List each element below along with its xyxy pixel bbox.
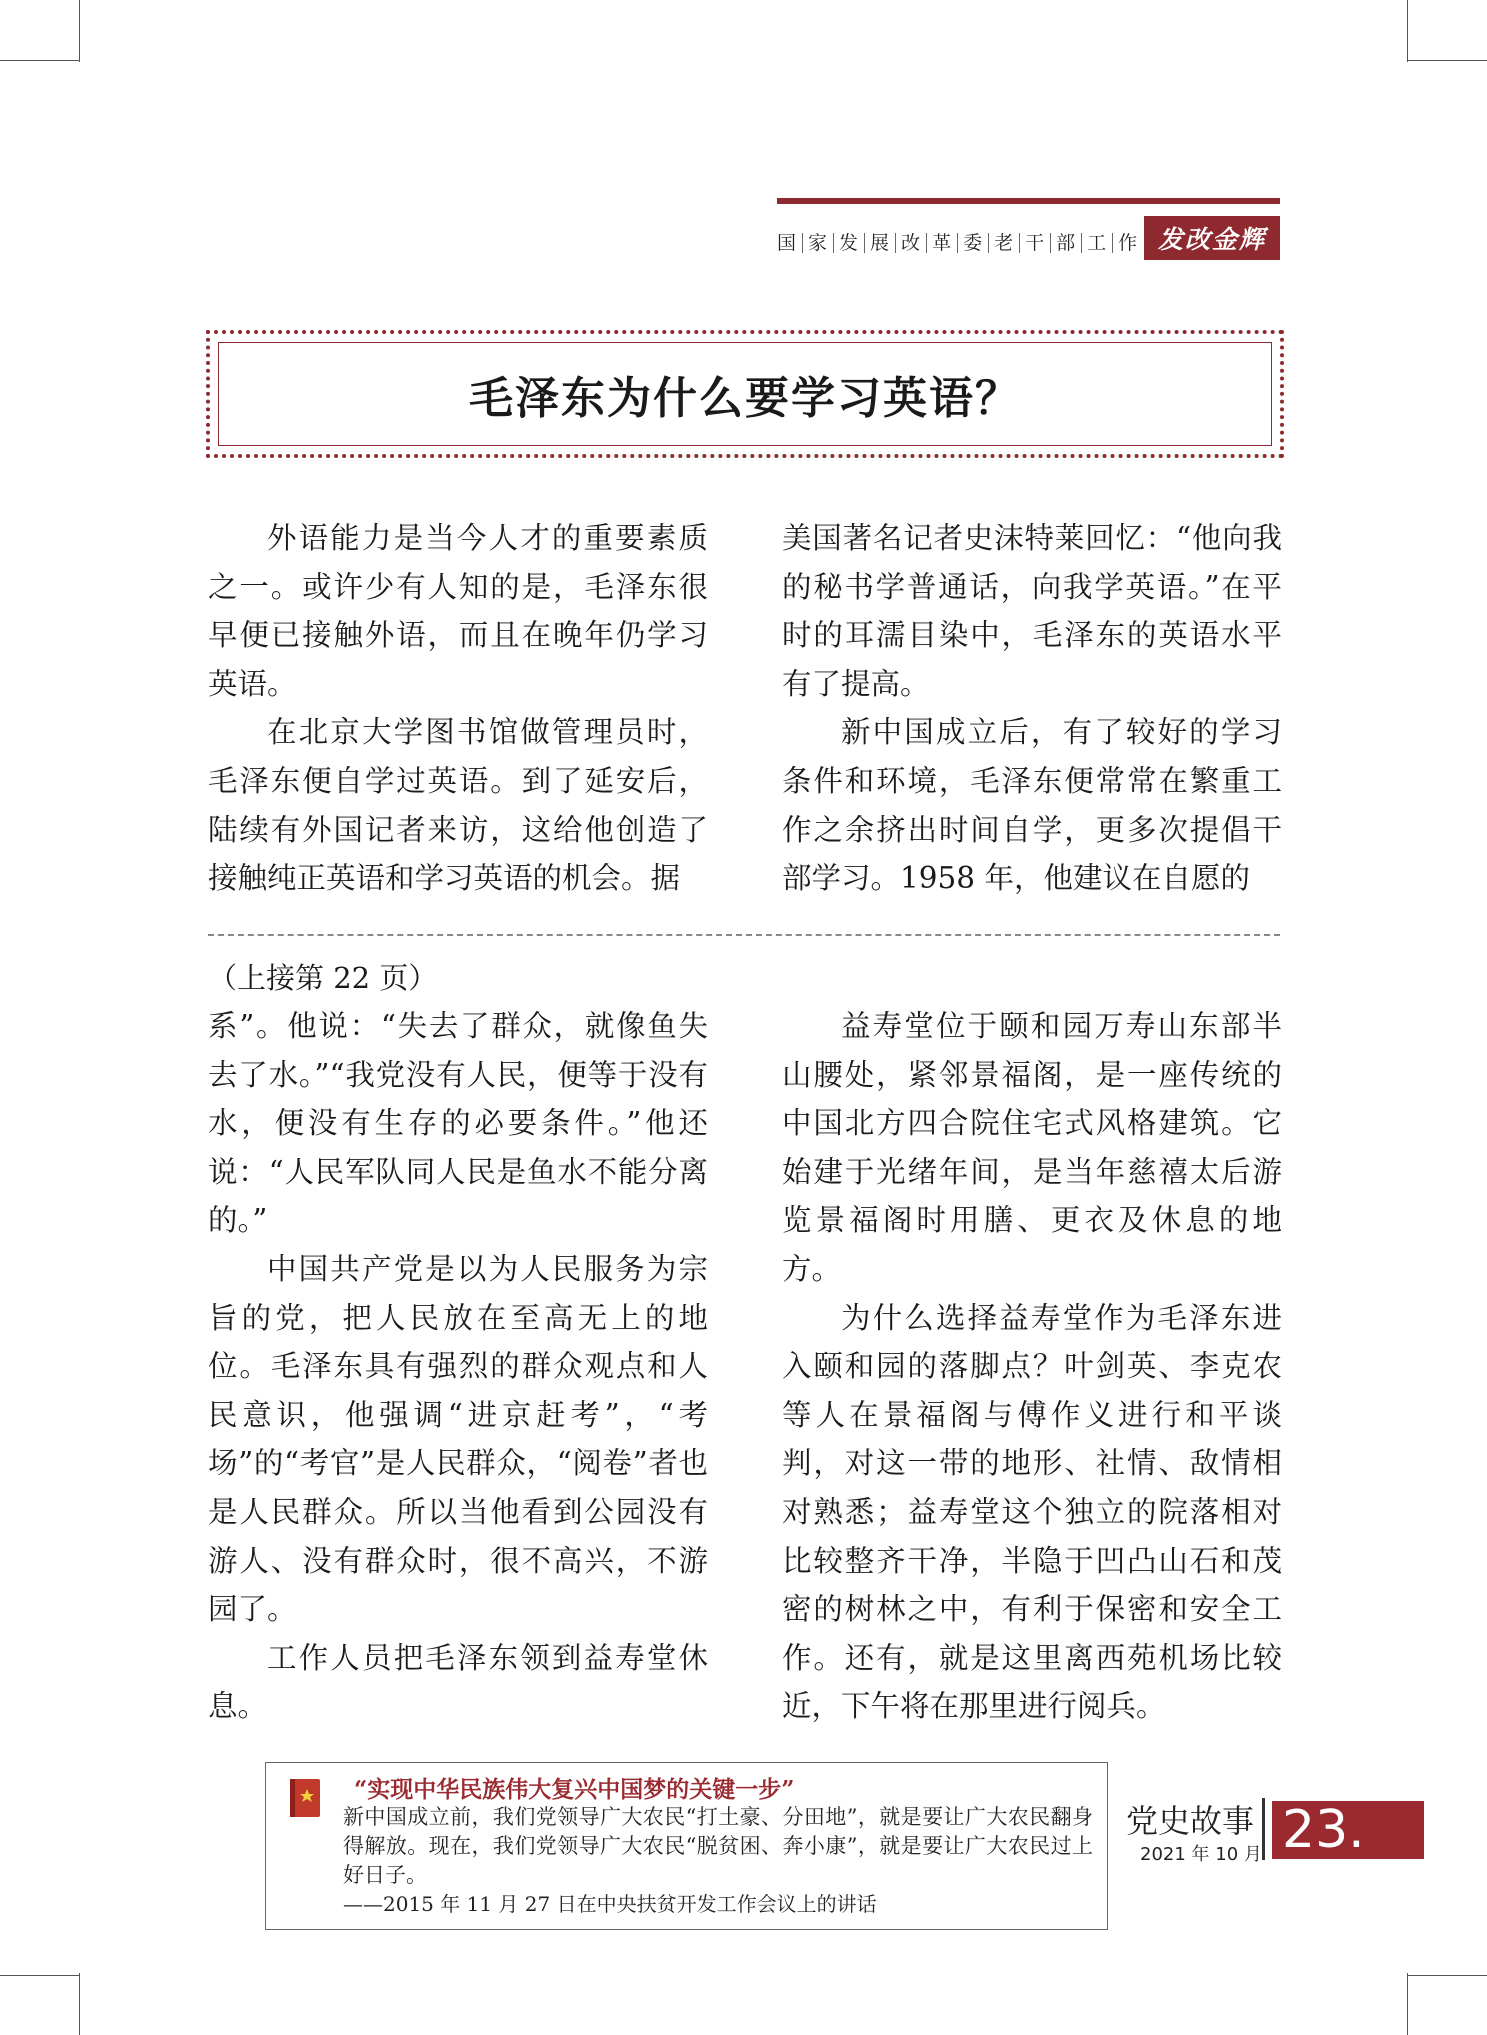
crop-mark [0,1975,80,1976]
page-number: 23. [1272,1801,1424,1859]
footer-divider [1262,1798,1265,1860]
department-char: 国 [777,233,803,253]
paragraph: 中国共产党是以为人民服务为宗旨的党，把人民放在至高无上的地位。毛泽东具有强烈的群众观点和人民意识，他强调“进京赶考”，“考场”的“考官”是人民群众，“阅卷”者也是人民群众。所以当他看到公园没有游人、没有群众时，很不高兴，不游园了。 [208,1251,708,1627]
paragraph: 系”。他说：“失去了群众，就像鱼失去了水。”“我党没有人民，便等于没有水，便没有生存的必要条件。”他还说：“人民军队同人民是鱼水不能分离的。” [208,1009,708,1238]
department-char: 改 [896,233,927,253]
department-char: 家 [803,233,834,253]
crop-mark [1407,60,1487,61]
paragraph: 益寿堂位于颐和园万寿山东部半山腰处，紧邻景福阁，是一座传统的中国北方四合院住宅式风格建筑。它始建于光绪年间，是当年慈禧太后游览景福阁时用膳、更衣及休息的地方。 [782,1009,1282,1286]
crop-mark [1407,1975,1487,1976]
department-char: 委 [958,233,989,253]
department-char: 老 [989,233,1020,253]
continued-right-column [782,1002,1282,1731]
section-divider [208,934,1280,936]
paragraph: 美国著名记者史沫特莱回忆：“他向我的秘书学普通话，向我学英语。”在平时的耳濡目染中，毛泽东的英语水平有了提高。 [782,521,1282,701]
department-name [777,226,1143,260]
crop-mark [79,1973,80,2035]
header-rule [777,198,1280,204]
quote-box [265,1762,1108,1930]
paragraph: 外语能力是当今人才的重要素质之一。或许少有人知的是，毛泽东很早便已接触外语，而且在晚年仍学习英语。 [208,521,708,701]
department-char: 工 [1082,233,1113,253]
crop-mark [79,0,80,62]
title-frame [206,330,1284,458]
paragraph: 新中国成立后，有了较好的学习条件和环境，毛泽东便常常在繁重工作之余挤出时间自学，更多次提倡干部学习。1958 年，他建议在自愿的 [782,715,1282,896]
department-char: 发 [834,233,865,253]
department-char: 革 [927,233,958,253]
quote-source: ——2015 年 11 月 27 日在中央扶贫开发工作会议上的讲话 [343,1892,877,1916]
crop-mark [1407,1973,1408,2035]
continued-note: （上接第 22 页） [208,961,438,995]
title-inner-frame [218,342,1272,446]
continued-left-column [208,1002,708,1731]
article-title: 毛泽东为什么要学习英语？ [469,373,1021,424]
article-right-column [782,514,1282,903]
quote-text: 新中国成立前，我们党领导广大农民“打土豪、分田地”，就是要让广大农民翻身得解放。现在，我们党领导广大农民“脱贫困、奔小康”，就是要让广大农民过上好日子。 [343,1805,1093,1887]
department-char: 部 [1051,233,1082,253]
paragraph: 工作人员把毛泽东领到益寿堂休息。 [208,1640,708,1724]
article-left-column [208,514,708,903]
red-book-icon [288,1777,322,1819]
department-char: 作 [1118,232,1139,254]
department-char: 展 [865,233,896,253]
crop-mark [0,60,80,61]
quote-body [343,1803,1093,1919]
column-badge: 发改金辉 [1144,216,1280,260]
paragraph: 为什么选择益寿堂作为毛泽东进入颐和园的落脚点？叶剑英、李克农等人在景福阁与傅作义进行和平谈判，对这一带的地形、社情、敌情相对熟悉；益寿堂这个独立的院落相对比较整齐干净，半隐于凹凸山石和茂密的树林之中，有利于保密和安全工作。还有，就是这里离西苑机场比较近，下午将在那里进行阅兵。 [782,1300,1282,1724]
issue-date: 2021 年 10 月 [1140,1844,1262,1865]
magazine-name: 党史故事 [1126,1802,1255,1840]
department-char: 干 [1020,233,1051,253]
paragraph: 在北京大学图书馆做管理员时，毛泽东便自学过英语。到了延安后，陆续有外国记者来访，这给他创造了接触纯正英语和学习英语的机会。据 [208,715,708,896]
quote-title: “实现中华民族伟大复兴中国梦的关键一步” [354,1776,795,1803]
crop-mark [1407,0,1408,62]
